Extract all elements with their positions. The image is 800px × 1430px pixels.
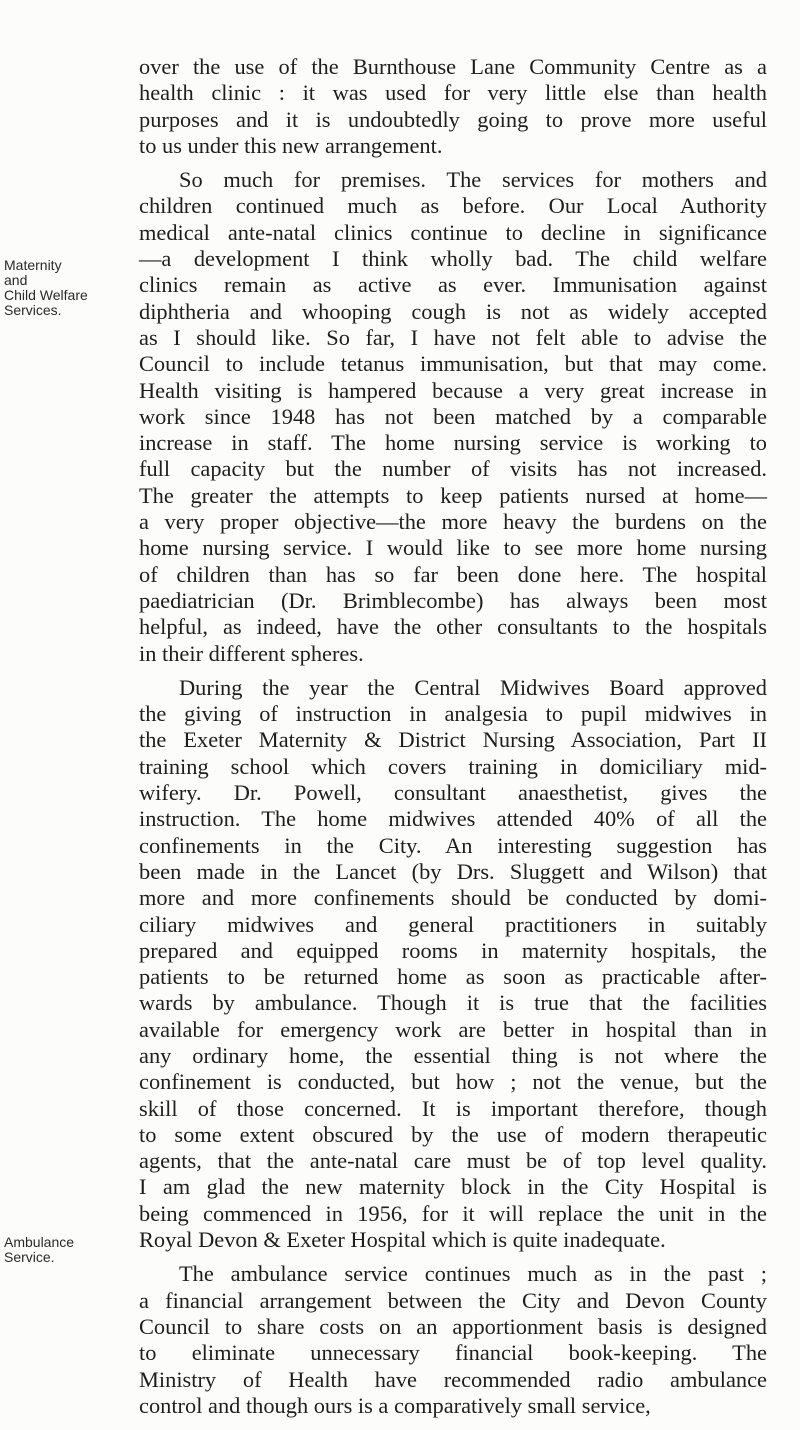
text-line: helpful, as indeed, have the other consultants to the hospitals (139, 614, 767, 640)
text-line: available for emergency work are better in hospital than in (139, 1016, 767, 1042)
paragraph (139, 675, 767, 1254)
margin-note-ambulance (4, 1235, 116, 1265)
text-line: full capacity but the number of visits has not increased. (139, 456, 767, 482)
paragraph (139, 54, 767, 159)
text-line: to eliminate unnecessary financial book-keeping. The (139, 1340, 767, 1366)
text-line: agents, that the ante-natal care must be of top level quality. (139, 1148, 767, 1174)
text-line: a financial arrangement between the City and Devon County (139, 1287, 767, 1313)
text-line: clinics remain as active as ever. Immunisation against (139, 272, 767, 298)
margin-note-line: and (4, 272, 28, 288)
text-line: over the use of the Burnthouse Lane Community Centre as a (139, 54, 767, 79)
text-line: Council to include tetanus immunisation, but that may come. (139, 351, 767, 377)
text-line: ciliary midwives and general practitioners in suitably (139, 911, 767, 937)
margin-note-maternity (4, 258, 116, 318)
text-line: increase in staff. The home nursing service is working to (139, 430, 767, 456)
text-line: So much for premises. The services for mothers and (179, 167, 767, 193)
text-line: any ordinary home, the essential thing is not where the (139, 1042, 767, 1068)
text-line: diphtheria and whooping cough is not as widely accepted (139, 298, 767, 324)
text-line: The ambulance service continues much as in the past ; (179, 1261, 767, 1287)
body-text (139, 54, 767, 1419)
text-line: a very proper objective—the more heavy the burdens on the (139, 509, 767, 535)
text-line: Royal Devon & Exeter Hospital which is quite inadequate. (139, 1227, 666, 1253)
text-line: Health visiting is hampered because a very great increase in (139, 377, 767, 403)
text-line: skill of those concerned. It is important therefore, though (139, 1095, 767, 1121)
text-line: in their different spheres. (139, 640, 364, 666)
text-line: training school which covers training in domiciliary mid- (139, 753, 767, 779)
text-line: home nursing service. I would like to see more home nursing (139, 535, 767, 561)
text-line: medical ante-natal clinics continue to decline in significance (139, 219, 767, 245)
margin-note-line: Services. (4, 302, 62, 318)
text-line: confinements in the City. An interesting suggestion has (139, 832, 767, 858)
text-line: paediatrician (Dr. Brimblecombe) has always been most (139, 587, 767, 613)
text-line: During the year the Central Midwives Board approved (179, 674, 767, 700)
text-line: being commenced in 1956, for it will replace the unit in the (139, 1200, 767, 1226)
text-line: of children than has so far been done here. The hospital (139, 561, 767, 587)
text-line: to us under this new arrangement. (139, 132, 443, 158)
text-line: I am glad the new maternity block in the City Hospital is (139, 1174, 767, 1200)
text-line: The greater the attempts to keep patients nursed at home— (139, 482, 767, 508)
text-line: been made in the Lancet (by Drs. Sluggett and Wilson) that (139, 858, 767, 884)
paragraph (139, 167, 767, 667)
text-line: children continued much as before. Our Local Authority (139, 193, 767, 219)
text-line: instruction. The home midwives attended 40% of all the (139, 806, 767, 832)
margin-note-line: Maternity (4, 257, 62, 273)
text-line: prepared and equipped rooms in maternity hospitals, the (139, 937, 767, 963)
text-line: —a development I think wholly bad. The child welfare (139, 246, 767, 272)
text-line: control and though ours is a comparatively small service, (139, 1392, 651, 1418)
text-line: more and more confinements should be conducted by domi- (139, 885, 767, 911)
text-line: work since 1948 has not been matched by a comparable (139, 403, 767, 429)
text-line: the Exeter Maternity & District Nursing Association, Part II (139, 727, 767, 753)
text-line: the giving of instruction in analgesia to pupil midwives in (139, 701, 767, 727)
text-line: health clinic : it was used for very little else than health (139, 80, 767, 106)
paragraph (139, 1261, 767, 1419)
margin-note-line: Child Welfare (4, 287, 88, 303)
text-line: as I should like. So far, I have not felt able to advise the (139, 324, 767, 350)
text-line: Ministry of Health have recommended radio ambulance (139, 1366, 767, 1392)
text-line: wifery. Dr. Powell, consultant anaesthetist, gives the (139, 780, 767, 806)
margin-note-line: Ambulance (4, 1234, 75, 1250)
text-line: confinement is conducted, but how ; not the venue, but the (139, 1069, 767, 1095)
margin-note-line: Service. (4, 1249, 55, 1265)
text-line: wards by ambulance. Though it is true that the facilities (139, 990, 767, 1016)
text-line: Council to share costs on an apportionment basis is designed (139, 1313, 767, 1339)
text-line: purposes and it is undoubtedly going to prove more useful (139, 106, 767, 132)
text-line: patients to be returned home as soon as practicable after- (139, 964, 767, 990)
text-line: to some extent obscured by the use of modern therapeutic (139, 1121, 767, 1147)
